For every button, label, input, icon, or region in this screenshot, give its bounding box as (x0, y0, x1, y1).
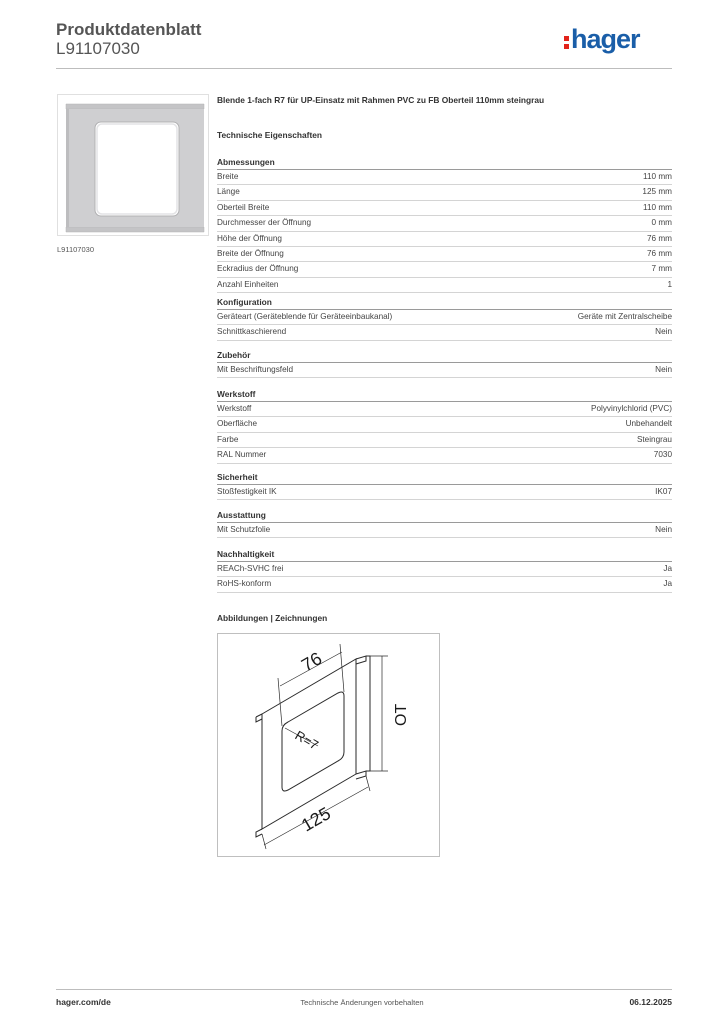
spec-value: Nein (655, 365, 672, 374)
section-sicherheit (217, 470, 672, 500)
spec-row (217, 577, 672, 592)
spec-label: REACh-SVHC frei (217, 564, 284, 573)
spec-value: Ja (663, 579, 672, 589)
spec-row (217, 417, 672, 432)
spec-row (217, 402, 672, 417)
page-title: Produktdatenblatt (56, 20, 202, 39)
logo-dots-icon (564, 30, 569, 48)
section-ausstattung (217, 508, 672, 538)
spec-value: Polyvinylchlorid (PVC) (591, 404, 672, 413)
section-title: Werkstoff (217, 387, 672, 402)
spec-row (217, 485, 672, 500)
spec-value: 76 mm (646, 248, 672, 258)
section-konfiguration (217, 295, 672, 341)
product-image (57, 94, 209, 236)
spec-row (217, 185, 672, 200)
section-zubehoer (217, 348, 672, 378)
section-title: Zubehör (217, 348, 672, 363)
spec-label: Oberfläche (217, 419, 258, 429)
spec-label: Farbe (217, 434, 239, 444)
product-title: Blende 1-fach R7 für UP-Einsatz mit Rahmen PVC zu FB Oberteil 110mm steingrau (217, 95, 545, 105)
spec-value: Steingrau (636, 434, 672, 444)
footer-website-link[interactable]: hager.com/de (56, 997, 111, 1007)
spec-row (217, 170, 672, 185)
section-abmessungen (217, 155, 672, 293)
hager-logo[interactable] (564, 24, 640, 55)
spec-value: 0 mm (651, 218, 672, 228)
spec-row (217, 562, 672, 577)
dim-label-76: 76 (298, 648, 326, 676)
thumbnail-caption: L91107030 (57, 245, 94, 254)
spec-row (217, 201, 672, 216)
spec-label: Oberteil Breite (217, 202, 270, 212)
section-title: Nachhaltigkeit (217, 547, 672, 562)
spec-value: Nein (655, 327, 672, 337)
spec-label: RAL Nummer (217, 450, 267, 460)
tech-heading: Technische Eigenschaften (217, 130, 323, 140)
section-werkstoff (217, 387, 672, 464)
spec-value: Ja (663, 564, 672, 573)
section-title: Sicherheit (217, 470, 672, 485)
spec-value: 110 mm (643, 202, 672, 212)
spec-label: Mit Beschriftungsfeld (217, 365, 293, 374)
spec-value: 76 mm (646, 233, 672, 243)
spec-value: 125 mm (642, 187, 672, 197)
spec-value: 110 mm (643, 172, 672, 181)
spec-value: IK07 (655, 487, 672, 496)
spec-row (217, 325, 672, 340)
spec-label: RoHS-konform (217, 579, 272, 589)
spec-value: 1 (667, 279, 672, 289)
spec-label: Höhe der Öffnung (217, 233, 282, 243)
section-title: Ausstattung (217, 508, 672, 523)
spec-value: 7030 (653, 450, 672, 460)
dim-label-ot: OT (393, 703, 410, 726)
spec-value: Geräte mit Zentralscheibe (577, 312, 672, 321)
spec-label: Breite der Öffnung (217, 248, 284, 258)
spec-row (217, 363, 672, 378)
spec-row (217, 523, 672, 538)
spec-row (217, 262, 672, 277)
spec-row (217, 232, 672, 247)
section-title: Abmessungen (217, 155, 672, 170)
spec-row (217, 216, 672, 231)
spec-value: Unbehandelt (625, 419, 672, 429)
logo-text: hager (571, 24, 640, 54)
figures-heading: Abbildungen | Zeichnungen (217, 613, 328, 623)
drawing-svg (218, 634, 439, 856)
spec-label: Geräteart (Geräteblende für Geräteeinbaukanal) (217, 312, 393, 321)
technical-drawing (217, 633, 440, 857)
spec-label: Stoßfestigkeit IK (217, 487, 277, 496)
spec-label: Eckradius der Öffnung (217, 264, 299, 274)
spec-value: Nein (655, 525, 672, 534)
dim-label-radius: R=7 (292, 727, 321, 753)
footer-date: 06.12.2025 (629, 997, 672, 1007)
dim-label-125: 125 (298, 803, 335, 836)
spec-label: Anzahl Einheiten (217, 279, 279, 289)
spec-label: Länge (217, 187, 240, 197)
spec-label: Schnittkaschierend (217, 327, 287, 337)
spec-row (217, 448, 672, 463)
spec-label: Werkstoff (217, 404, 252, 413)
spec-row (217, 247, 672, 262)
section-title: Konfiguration (217, 295, 672, 310)
product-number: L91107030 (56, 39, 140, 58)
footer-divider (56, 989, 672, 990)
spec-label: Durchmesser der Öffnung (217, 218, 312, 228)
spec-label: Breite (217, 172, 239, 181)
spec-value: 7 mm (651, 264, 672, 274)
spec-row (217, 433, 672, 448)
spec-label: Mit Schutzfolie (217, 525, 271, 534)
product-frame-icon (58, 95, 208, 235)
header-divider (56, 68, 672, 69)
section-nachhaltigkeit (217, 547, 672, 593)
footer-disclaimer: Technische Änderungen vorbehalten (300, 998, 424, 1007)
spec-row (217, 310, 672, 325)
spec-row (217, 278, 672, 293)
